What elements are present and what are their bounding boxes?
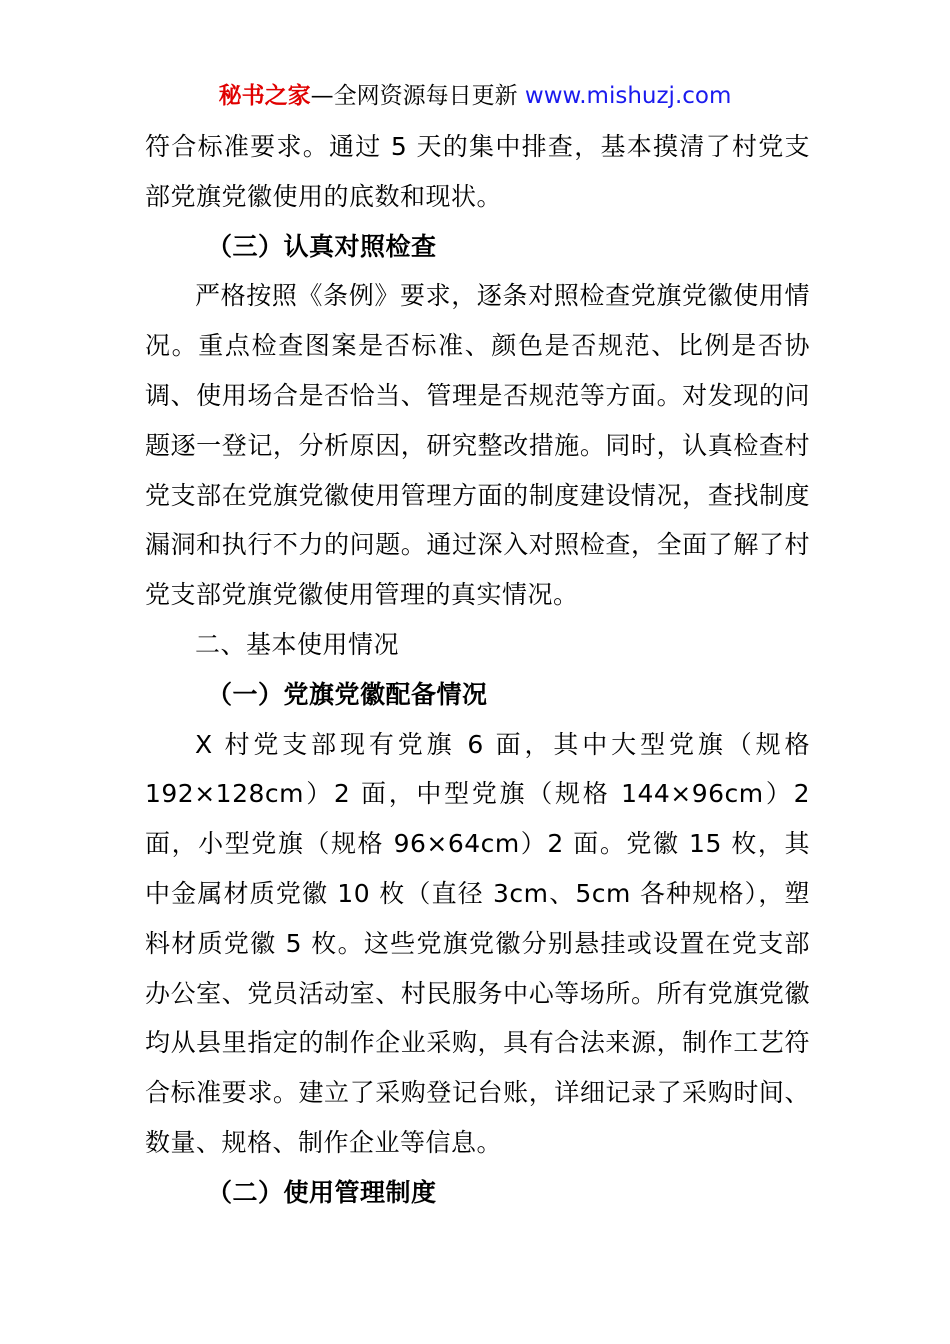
- section-heading-usage: 二、基本使用情况: [195, 629, 400, 659]
- heading-management-system: （二）使用管理制度: [207, 1177, 437, 1207]
- paragraph-continuation: 符合标准要求。通过 5 天的集中排查，基本摸清了村党支部党旗党徽使用的底数和现状。: [145, 132, 810, 211]
- header-url-link[interactable]: www.mishuzj.com: [524, 83, 732, 109]
- header-brand: 秘书之家: [218, 83, 311, 109]
- heading-careful-check: （三）认真对照检查: [207, 231, 437, 261]
- page-header: [0, 80, 950, 112]
- paragraph-check-details: 严格按照《条例》要求，逐条对照检查党旗党徽使用情况。重点检查图案是否标准、颜色是否规范、比例是否协调、使用场合是否恰当、管理是否规范等方面。对发现的问题逐一登记，分析原因，研究整改措施。同时，认真检查村党支部在党旗党徽使用管理方面的制度建设情况，查找制度漏洞和执行不力的问题。通过深入对照检查，全面了解了村党支部党旗党徽使用管理的真实情况。: [145, 281, 810, 610]
- heading-flag-equipment: （一）党旗党徽配备情况: [207, 679, 488, 709]
- paragraph-flag-inventory: X 村党支部现有党旗 6 面，其中大型党旗（规格 192×128cm）2 面，中型党旗（规格 144×96cm）2 面，小型党旗（规格 96×64cm）2 面。党徽 15 枚，其中金属材质党徽 10 枚（直径 3cm、5cm 各种规格），塑料材质党徽 5 枚。这些党旗党徽分别悬挂或设置在党支部办公室、党员活动室、村民服务中心等场所。所有党旗党徽均从县里指定的制作企业采购，具有合法来源，制作工艺符合标准要求。建立了采购登记台账，详细记录了采购时间、数量、规格、制作企业等信息。: [145, 729, 810, 1157]
- header-slogan: —全网资源每日更新: [310, 83, 525, 109]
- document-body: [145, 122, 810, 1218]
